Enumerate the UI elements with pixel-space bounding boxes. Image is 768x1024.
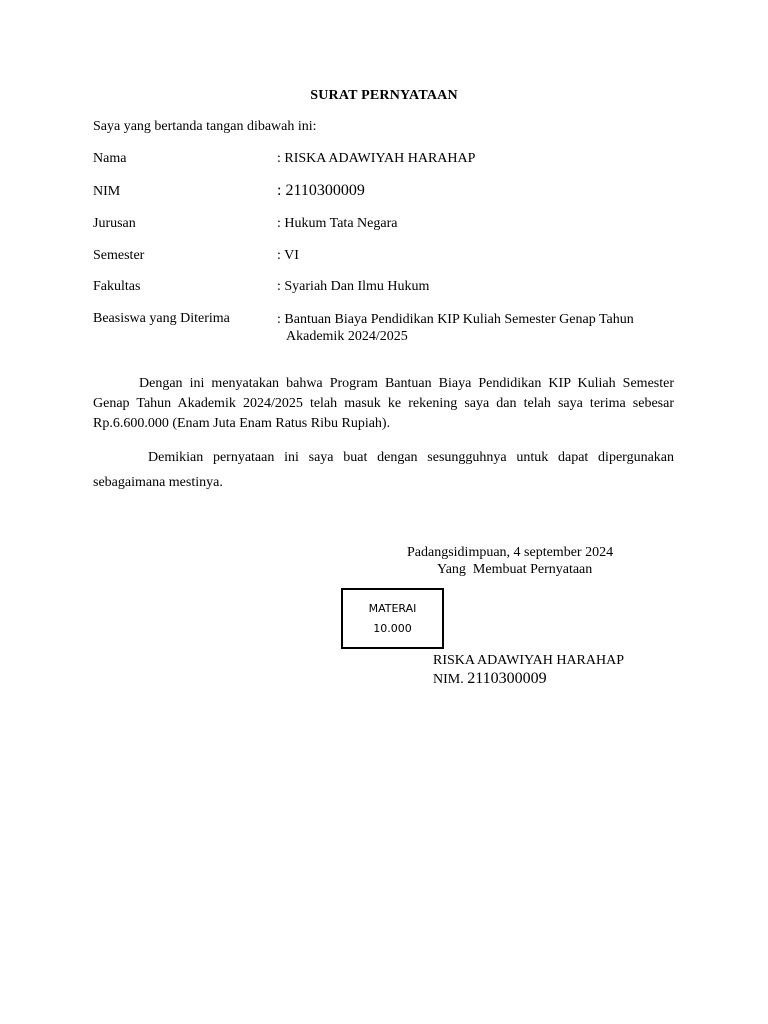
intro-text: Saya yang bertanda tangan dibawah ini: (93, 119, 317, 134)
field-label-jurusan: Jurusan (93, 216, 136, 231)
field-value-beasiswa-line1: : Bantuan Biaya Pendidikan KIP Kuliah Semester Genap Tahun (277, 312, 634, 327)
field-value-beasiswa-line2: Akademik 2024/2025 (286, 329, 408, 344)
document-title: SURAT PERNYATAAN (310, 88, 458, 103)
field-value-jurusan: : Hukum Tata Negara (277, 216, 398, 231)
signature-nim-prefix: NIM. (433, 672, 468, 687)
field-row-fakultas (93, 279, 678, 295)
field-value-nama: : RISKA ADAWIYAH HARAHAP (277, 151, 476, 166)
field-row-semester (93, 248, 678, 264)
field-value-nim: : 2110300009 (277, 182, 365, 199)
field-value-beasiswa (277, 311, 678, 345)
field-label-semester: Semester (93, 248, 145, 263)
field-value-semester: : VI (277, 248, 299, 263)
signature-role: Yang Membuat Pernyataan (437, 562, 593, 577)
materai-stamp-box (341, 588, 444, 649)
field-label-beasiswa: Beasiswa yang Diterima (93, 311, 230, 326)
field-row-nim (93, 182, 678, 200)
materai-value: 10.000 (373, 622, 412, 635)
field-row-beasiswa (93, 311, 678, 345)
materai-label: MATERAI (368, 602, 417, 615)
field-value-fakultas: : Syariah Dan Ilmu Hukum (277, 279, 430, 294)
signature-name: RISKA ADAWIYAH HARAHAP (433, 653, 625, 668)
field-label-nama: Nama (93, 151, 127, 166)
field-label-nim: NIM (93, 184, 121, 199)
field-label-fakultas: Fakultas (93, 279, 141, 294)
closing-paragraph: Demikian pernyataan ini saya buat dengan sesungguhnya untuk dapat dipergunakan sebagaimana mestinya. (93, 450, 674, 490)
statement-paragraph: Dengan ini menyatakan bahwa Program Bantuan Biaya Pendidikan KIP Kuliah Semester Genap Tahun Akademik 2024/2025 telah masuk ke rekening saya dan telah saya terima sebesar Rp.6.600.000 (Enam Juta Enam Ratus Ribu Rupiah). (93, 376, 674, 431)
signature-nim-number: 2110300009 (467, 670, 547, 687)
signature-nim (433, 670, 547, 688)
signature-place-date: Padangsidimpuan, 4 september 2024 (407, 545, 614, 560)
field-row-nama (93, 151, 678, 167)
field-row-jurusan (93, 216, 678, 232)
